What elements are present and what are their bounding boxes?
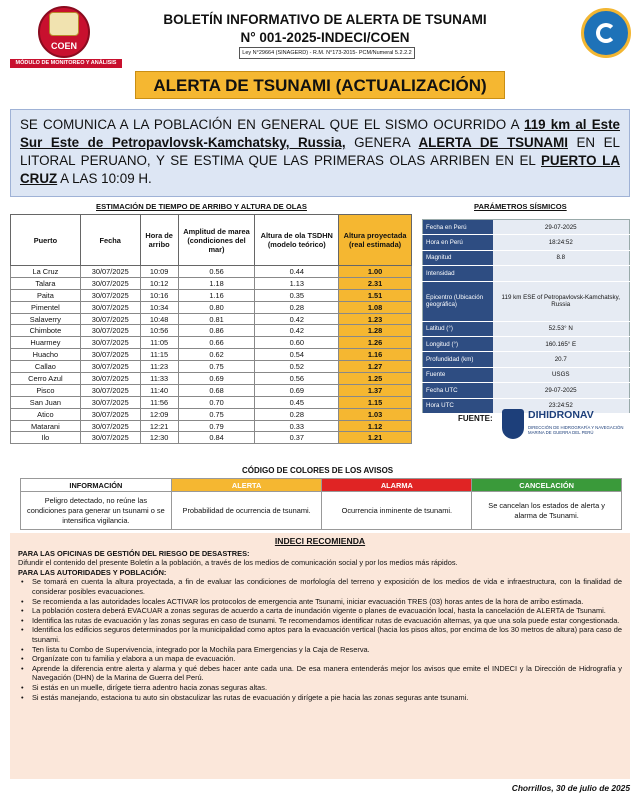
tide-amplitude-cell: 1.18 xyxy=(178,277,255,289)
date-cell: 30/07/2025 xyxy=(80,301,140,313)
issue-date: Chorrillos, 30 de julio de 2025 xyxy=(511,783,630,793)
model-height-cell: 0.52 xyxy=(255,361,339,373)
tide-amplitude-cell: 0.70 xyxy=(178,396,255,408)
seismic-param-value: 20.7 xyxy=(493,352,630,367)
recommendations-title: INDECI RECOMIENDA xyxy=(274,536,366,546)
tide-amplitude-cell: 0.68 xyxy=(178,384,255,396)
seismic-param-value: 119 km ESE of Petropavlovsk-Kamchatsky, Russia xyxy=(493,281,630,321)
dihidronav-logo xyxy=(502,403,630,445)
color-code-header-row xyxy=(21,479,622,492)
projected-height-cell: 1.27 xyxy=(339,361,412,373)
tide-amplitude-cell: 0.56 xyxy=(178,266,255,278)
color-code-desc-row xyxy=(21,492,622,530)
model-height-cell: 1.13 xyxy=(255,277,339,289)
arrival-row xyxy=(11,313,412,325)
arrival-row xyxy=(11,337,412,349)
seismic-param-value: 52.53° N xyxy=(493,321,630,336)
tide-amplitude-cell: 0.62 xyxy=(178,349,255,361)
dhn-logo-icon xyxy=(581,8,631,58)
col-tide-amplitude: Amplitud de marea (condiciones del mar) xyxy=(178,215,255,266)
tide-amplitude-cell: 0.86 xyxy=(178,325,255,337)
recommendation-item: • Se tomará en cuenta la altura proyectada, a fin de evaluar las condiciones de morfología del terreno y exposición de los medios de vida e infraestructura, con la finalidad de considerar posibles evacuaciones. xyxy=(32,577,622,596)
seismic-param-label: Hora UTC xyxy=(423,398,493,413)
date-cell: 30/07/2025 xyxy=(80,337,140,349)
code-info-header: INFORMACIÓN xyxy=(21,479,172,492)
recommendation-item: • Aprende la diferencia entre alerta y alarma y qué debes hacer ante cada una. De esa manera entenderás mejor los avisos que emite el INDECI y la Dirección de Hidrografía y Navegación (DHN) de la Marina de Guerra del Perú. xyxy=(32,664,622,683)
port-cell: Chimbote xyxy=(11,325,81,337)
seismic-param-label: Intensidad xyxy=(423,266,493,281)
port-cell: Callao xyxy=(11,361,81,373)
coen-logo-text: COEN xyxy=(50,41,77,51)
model-height-cell: 0.28 xyxy=(255,408,339,420)
port-cell: San Juan xyxy=(11,396,81,408)
model-height-cell: 0.33 xyxy=(255,420,339,432)
col-wave-height-model: Altura de ola TSDHN (modelo teórico) xyxy=(255,215,339,266)
projected-height-cell: 1.03 xyxy=(339,408,412,420)
projected-height-cell: 1.15 xyxy=(339,396,412,408)
projected-height-cell: 1.21 xyxy=(339,432,412,444)
model-height-cell: 0.54 xyxy=(255,349,339,361)
seismic-row xyxy=(423,336,630,351)
bulletin-number: N° 001-2025-INDECI/COEN xyxy=(240,30,410,45)
bulletin-header xyxy=(0,0,640,66)
epicenter-location: 119 km al Este Sur Este de Petropavlovsk-Kamchatsky, Russia, xyxy=(20,117,620,150)
seismic-table xyxy=(422,219,630,414)
seismic-param-label: Epicentro (Ubicación geográfica) xyxy=(423,281,493,321)
arrival-time-cell: 10:48 xyxy=(140,313,178,325)
coen-logo xyxy=(10,6,118,64)
model-height-cell: 0.35 xyxy=(255,289,339,301)
arrival-row xyxy=(11,361,412,373)
code-alerta-desc: Probabilidad de ocurrencia de tsunami. xyxy=(171,492,322,530)
arrival-time-cell: 12:21 xyxy=(140,420,178,432)
col-arrival-time: Hora de arribo xyxy=(140,215,178,266)
arrival-row xyxy=(11,277,412,289)
arrival-row xyxy=(11,325,412,337)
port-cell: Ilo xyxy=(11,432,81,444)
port-cell: Huacho xyxy=(11,349,81,361)
recommendations-offices-text: Difundir el contenido del presente Boletín a la población, a través de los medios de comunicación social y por los medios más rápidos. xyxy=(18,558,458,568)
projected-height-cell: 1.37 xyxy=(339,384,412,396)
color-code-table xyxy=(20,478,622,530)
port-cell: Matarani xyxy=(11,420,81,432)
arrival-row xyxy=(11,349,412,361)
seismic-row xyxy=(423,266,630,281)
arrival-time-cell: 12:30 xyxy=(140,432,178,444)
tide-amplitude-cell: 0.80 xyxy=(178,301,255,313)
code-alarma-desc: Ocurrencia inminente de tsunami. xyxy=(322,492,472,530)
projected-height-cell: 1.16 xyxy=(339,349,412,361)
first-port: PUERTO LA CRUZ xyxy=(20,153,620,186)
tide-amplitude-cell: 0.75 xyxy=(178,361,255,373)
seismic-row xyxy=(423,220,630,235)
seismic-row xyxy=(423,383,630,398)
arrival-time-cell: 11:05 xyxy=(140,337,178,349)
color-code-caption: CÓDIGO DE COLORES DE LOS AVISOS xyxy=(242,466,394,475)
arrival-row xyxy=(11,420,412,432)
port-cell: Paita xyxy=(11,289,81,301)
seismic-param-label: Longitud (°) xyxy=(423,336,493,351)
recommendation-item: • Se recomienda a las autoridades locales ACTIVAR los protocolos de emergencia ante Tsunami, iniciar evacuación TRES (03) horas antes de la hora de arribo estimada. xyxy=(32,597,622,607)
seismic-param-label: Magnitud xyxy=(423,250,493,265)
date-cell: 30/07/2025 xyxy=(80,432,140,444)
date-cell: 30/07/2025 xyxy=(80,361,140,373)
tide-amplitude-cell: 1.16 xyxy=(178,289,255,301)
seismic-row xyxy=(423,235,630,250)
date-cell: 30/07/2025 xyxy=(80,420,140,432)
seismic-param-value: 23:24:52 xyxy=(493,398,630,413)
law-reference: Ley N°29664 (SINAGERD) - R.M. N°173-2015- PCM/Numeral 5.2.2.2 xyxy=(239,47,415,59)
projected-height-cell: 1.00 xyxy=(339,266,412,278)
announcement-text: SE COMUNICA A LA POBLACIÓN EN GENERAL QUE EL SISMO OCURRIDO A xyxy=(20,117,525,132)
tide-amplitude-cell: 0.66 xyxy=(178,337,255,349)
port-cell: Cerro Azul xyxy=(11,373,81,385)
arrival-row xyxy=(11,301,412,313)
arrival-header-row xyxy=(11,215,412,266)
arrival-time-cell: 10:09 xyxy=(140,266,178,278)
date-cell: 30/07/2025 xyxy=(80,349,140,361)
coen-module-band: MÓDULO DE MONITOREO Y ANÁLISIS xyxy=(10,59,122,68)
seismic-param-label: Profundidad (km) xyxy=(423,352,493,367)
seismic-row xyxy=(423,250,630,265)
source-label: FUENTE: xyxy=(458,414,493,423)
recommendation-item: • Identifica los edificios seguros determinados por la municipalidad como aptos para la evacuación vertical (hacia los pisos altos, por encima de los 30 metros de altura) para caso de tsunami. xyxy=(32,625,622,644)
announcement-text: EN EL LITORAL PERUANO, Y SE ESTIMA QUE LAS PRIMERAS OLAS ARRIBEN EN EL xyxy=(20,135,620,168)
port-cell: Talara xyxy=(11,277,81,289)
projected-height-cell: 1.28 xyxy=(339,325,412,337)
recommendation-item: • La población costera deberá EVACUAR a zonas seguras de acuerdo a carta de inundación vigente o planes de evacuación local, hasta la cancelación de ALERTA de Tsunami. xyxy=(32,606,622,616)
announcement xyxy=(10,109,630,197)
projected-height-cell: 1.23 xyxy=(339,313,412,325)
model-height-cell: 0.60 xyxy=(255,337,339,349)
recommendations-list xyxy=(18,577,622,702)
port-cell: Huarmey xyxy=(11,337,81,349)
arrival-row xyxy=(11,289,412,301)
seismic-param-label: Latitud (°) xyxy=(423,321,493,336)
tide-amplitude-cell: 0.81 xyxy=(178,313,255,325)
arrival-time-cell: 11:56 xyxy=(140,396,178,408)
alert-type: ALERTA DE TSUNAMI xyxy=(418,135,568,150)
port-cell: Atico xyxy=(11,408,81,420)
tide-amplitude-cell: 0.79 xyxy=(178,420,255,432)
date-cell: 30/07/2025 xyxy=(80,396,140,408)
tide-amplitude-cell: 0.69 xyxy=(178,373,255,385)
date-cell: 30/07/2025 xyxy=(80,266,140,278)
date-cell: 30/07/2025 xyxy=(80,373,140,385)
projected-height-cell: 1.51 xyxy=(339,289,412,301)
date-cell: 30/07/2025 xyxy=(80,408,140,420)
projected-height-cell: 2.31 xyxy=(339,277,412,289)
projected-height-cell: 1.12 xyxy=(339,420,412,432)
arrival-row xyxy=(11,384,412,396)
seismic-param-value: 29-07-2025 xyxy=(493,383,630,398)
bulletin-title: BOLETÍN INFORMATIVO DE ALERTA DE TSUNAMI xyxy=(163,12,487,27)
col-date: Fecha xyxy=(80,215,140,266)
projected-height-cell: 1.25 xyxy=(339,373,412,385)
code-alerta-header: ALERTA xyxy=(171,479,322,492)
seismic-param-value: USGS xyxy=(493,367,630,382)
recommendation-item: • Organízate con tu familia y elabora a un mapa de evacuación. xyxy=(32,654,622,664)
anchor-shield-icon xyxy=(502,409,524,439)
code-cancel-header: CANCELACIÓN xyxy=(472,479,622,492)
date-cell: 30/07/2025 xyxy=(80,325,140,337)
arrival-time-cell: 10:34 xyxy=(140,301,178,313)
seismic-param-value xyxy=(493,266,630,281)
arrival-caption: ESTIMACIÓN DE TIEMPO DE ARRIBO Y ALTURA DE OLAS xyxy=(96,202,307,211)
arrival-time-cell: 10:16 xyxy=(140,289,178,301)
port-cell: Pimentel xyxy=(11,301,81,313)
seismic-param-value: 18:24:52 xyxy=(493,235,630,250)
arrival-time-cell: 11:15 xyxy=(140,349,178,361)
arrival-time-cell: 10:56 xyxy=(140,325,178,337)
model-height-cell: 0.45 xyxy=(255,396,339,408)
model-height-cell: 0.69 xyxy=(255,384,339,396)
seismic-param-label: Hora en Perú xyxy=(423,235,493,250)
date-cell: 30/07/2025 xyxy=(80,384,140,396)
recommendation-item: • Identifica las rutas de evacuación y las zonas seguras en caso de tsunami. Te recomendamos identificar rutas de evacuación alternas, ya que una sola puede estar congestionada. xyxy=(32,616,622,626)
date-cell: 30/07/2025 xyxy=(80,313,140,325)
model-height-cell: 0.37 xyxy=(255,432,339,444)
source-subtitle: DIRECCIÓN DE HIDROGRAFÍA Y NAVEGACIÓN MARINA DE GUERRA DEL PERÚ xyxy=(528,425,624,435)
recommendations-heading-offices: PARA LAS OFICINAS DE GESTIÓN DEL RIESGO DE DESASTRES: xyxy=(18,548,250,558)
arrival-time-cell: 12:09 xyxy=(140,408,178,420)
recommendation-item: • Si estás manejando, estaciona tu auto sin obstaculizar las rutas de evacuación y dirígete a pie hacia las zonas seguras ante tsunami. xyxy=(32,693,622,703)
arrival-row xyxy=(11,373,412,385)
model-height-cell: 0.42 xyxy=(255,325,339,337)
tide-amplitude-cell: 0.84 xyxy=(178,432,255,444)
arrival-row xyxy=(11,396,412,408)
alert-banner: ALERTA DE TSUNAMI (ACTUALIZACIÓN) xyxy=(135,71,505,99)
port-cell: La Cruz xyxy=(11,266,81,278)
seismic-row xyxy=(423,352,630,367)
announcement-text: GENERA xyxy=(345,135,419,150)
seismic-param-label: Fuente xyxy=(423,367,493,382)
arrival-time-cell: 11:40 xyxy=(140,384,178,396)
projected-height-cell: 1.26 xyxy=(339,337,412,349)
announcement-text: A LAS 10:09 H. xyxy=(57,171,152,186)
source-name: DIHIDRONAV xyxy=(528,409,594,421)
seismic-param-value: 8.8 xyxy=(493,250,630,265)
recommendation-item: • Ten lista tu Combo de Supervivencia, integrado por la Mochila para Emergencias y la Caja de Reserva. xyxy=(32,645,622,655)
seismic-param-value: 29-07-2025 xyxy=(493,220,630,235)
model-height-cell: 0.42 xyxy=(255,313,339,325)
col-projected-height: Altura proyectada (real estimada) xyxy=(339,215,412,266)
port-cell: Salaverry xyxy=(11,313,81,325)
seismic-param-value: 160.165° E xyxy=(493,336,630,351)
seismic-row xyxy=(423,367,630,382)
col-port: Puerto xyxy=(11,215,81,266)
arrival-row xyxy=(11,432,412,444)
date-cell: 30/07/2025 xyxy=(80,277,140,289)
coen-emblem-icon xyxy=(38,6,90,58)
arrival-time-cell: 10:12 xyxy=(140,277,178,289)
model-height-cell: 0.44 xyxy=(255,266,339,278)
model-height-cell: 0.56 xyxy=(255,373,339,385)
port-cell: Pisco xyxy=(11,384,81,396)
recommendations-heading-population: PARA LAS AUTORIDADES Y POBLACIÓN: xyxy=(18,567,167,577)
code-alarma-header: ALARMA xyxy=(322,479,472,492)
arrival-time-cell: 11:33 xyxy=(140,373,178,385)
arrival-row xyxy=(11,408,412,420)
seismic-row xyxy=(423,321,630,336)
arrival-table xyxy=(10,214,412,444)
seismic-caption: PARÁMETROS SÍSMICOS xyxy=(474,202,567,211)
seismic-param-label: Fecha UTC xyxy=(423,383,493,398)
date-cell: 30/07/2025 xyxy=(80,289,140,301)
seismic-param-label: Fecha en Perú xyxy=(423,220,493,235)
recommendation-item: • Si estás en un muelle, dirígete tierra adentro hacia zonas seguras altas. xyxy=(32,683,622,693)
projected-height-cell: 1.08 xyxy=(339,301,412,313)
model-height-cell: 0.28 xyxy=(255,301,339,313)
recommendations-panel xyxy=(10,533,630,779)
arrival-time-cell: 11:23 xyxy=(140,361,178,373)
code-cancel-desc: Se cancelan los estados de alerta y alarma de Tsunami. xyxy=(472,492,622,530)
seismic-row xyxy=(423,281,630,321)
arrival-row xyxy=(11,266,412,278)
tide-amplitude-cell: 0.75 xyxy=(178,408,255,420)
code-info-desc: Peligro detectado, no reúne las condiciones para generar un tsunami o se intensifica vigilancia. xyxy=(21,492,172,530)
